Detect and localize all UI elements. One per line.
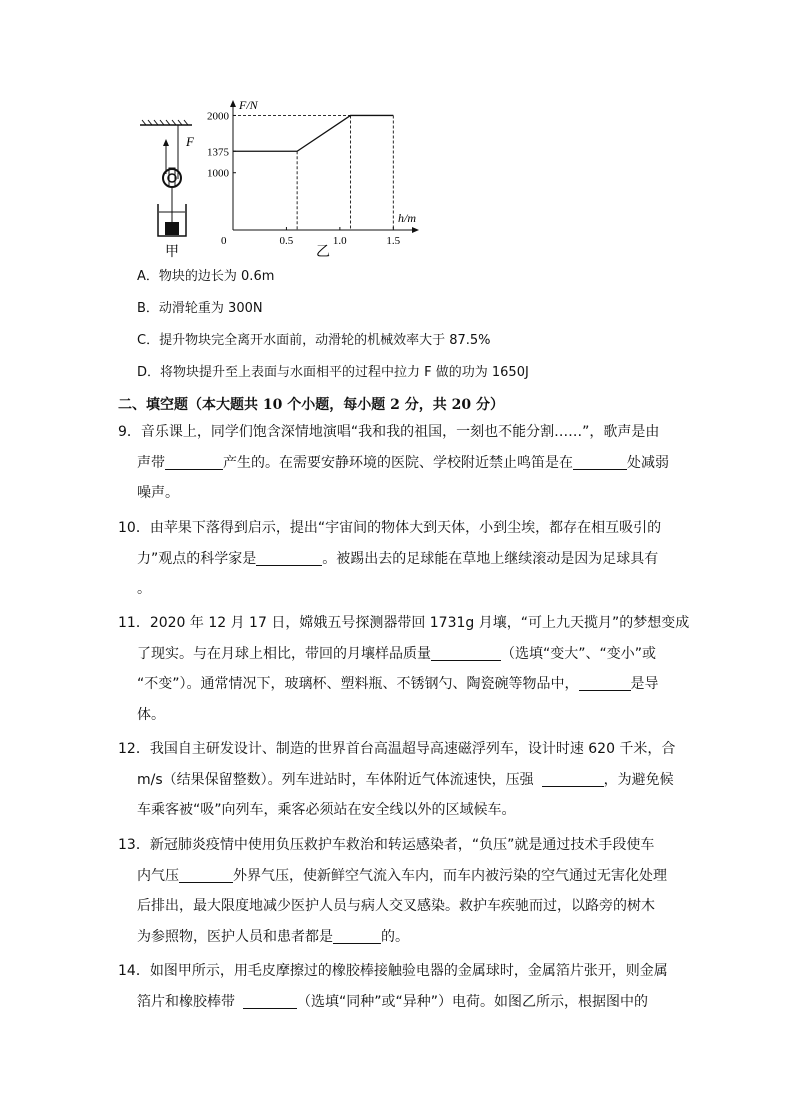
question-line: “不变”）。通常情况下，玻璃杯、塑料瓶、不锈钢勺、陶瓷碗等物品中， 是导 — [137, 676, 659, 692]
question-line: 14．如图甲所示，用毛皮摩擦过的橡胶棒接触验电器的金属球时，金属箔片张开，则金属 — [118, 963, 668, 979]
question-line: 13．新冠肺炎疫情中使用负压救护车救治和转运感染者，“负压”就是通过技术手段使车 — [118, 837, 655, 853]
question-13 — [118, 830, 678, 952]
question-10 — [118, 513, 678, 605]
answer-blank[interactable] — [165, 454, 223, 470]
question-line: 9．音乐课上，同学们饱含深情地演唱“我和我的祖国，一刻也不能分割……”，歌声是由 — [118, 424, 660, 440]
option-c — [137, 332, 491, 350]
question-12 — [118, 734, 678, 826]
option-d — [137, 364, 529, 382]
answer-blank[interactable] — [579, 675, 631, 691]
question-11 — [118, 608, 690, 730]
option-label: D． — [137, 365, 161, 380]
x-tick-label: 0 — [221, 235, 227, 247]
option-label: B． — [137, 301, 159, 316]
figure-svg — [140, 94, 440, 264]
option-a — [137, 268, 274, 286]
left-caption: 甲 — [165, 245, 179, 260]
force-height-graph — [207, 98, 419, 247]
question-9 — [118, 417, 678, 509]
question-line: 噪声。 — [137, 485, 179, 501]
answer-blank[interactable] — [333, 928, 381, 944]
force-label: F — [186, 134, 194, 149]
question-line: 为参照物，医护人员和患者都是 的。 — [137, 928, 409, 945]
right-caption: 乙 — [316, 245, 330, 260]
question-line: 箔片和橡胶棒带 （选填“同种”或“异种”）电荷。如图乙所示，根据图中的 — [137, 993, 649, 1010]
question-line: 了现实。与在月球上相比，带回的月壤样品质量 （选填“变大”、“变小”或 — [137, 645, 657, 662]
option-text: 动滑轮重为 300N — [158, 301, 263, 316]
answer-blank[interactable] — [542, 771, 604, 787]
y-tick-label: 2000 — [207, 110, 229, 123]
question-line: m/s（结果保留整数）。列车进站时，车体附近气体流速快，压强 ，为避免候 — [137, 771, 674, 788]
answer-blank[interactable] — [256, 550, 322, 566]
section-title: 二、填空题（本大题共 10 个小题，每小题 2 分，共 20 分） — [118, 397, 504, 413]
question-line: 内气压 外界气压，使新鲜空气流入车内，而车内被污染的空气通过无害化处理 — [137, 867, 667, 884]
x-tick-label: 0.5 — [279, 235, 294, 247]
question-line: 后排出，最大限度地减少医护人员与病人交叉感染。救护车疾驰而过，以路旁的树木 — [137, 898, 655, 914]
answer-blank[interactable] — [243, 993, 297, 1009]
figure-area — [140, 94, 440, 264]
option-text: 将物块提升至上表面与水面相平的过程中拉力 F 做的功为 1650J — [160, 365, 529, 380]
question-line: 车乘客被“吸”向列车，乘客必须站在安全线以外的区域候车。 — [137, 802, 516, 818]
question-line: 11．2020 年 12 月 17 日，嫦娥五号探测器带回 1731g 月壤，“可上九天揽月”的梦想变成 — [118, 615, 690, 631]
option-text: 物块的边长为 0.6m — [158, 269, 275, 284]
x-tick-label: 1.5 — [386, 235, 401, 247]
question-line: 10．由苹果下落得到启示，提出“宇宙间的物体大到天体，小到尘埃，都存在相互吸引的 — [118, 520, 662, 536]
answer-blank[interactable] — [573, 454, 627, 470]
option-label: A． — [137, 269, 159, 284]
option-label: C． — [137, 333, 160, 348]
question-line: 体。 — [137, 706, 165, 723]
question-line: 力”观点的科学家是 。被踢出去的足球能在草地上继续滚动是因为足球具有 — [137, 550, 659, 567]
answer-blank[interactable] — [431, 645, 501, 661]
y-tick-label: 1375 — [207, 146, 229, 159]
x-tick-label: 1.0 — [332, 235, 347, 247]
question-14 — [118, 956, 678, 1017]
pulley-diagram — [140, 120, 192, 236]
question-line: 12．我国自主研发设计、制造的世界首台高温超导高速磁浮列车，设计时速 620 千米，合 — [118, 741, 676, 757]
series-line-F — [233, 115, 393, 151]
y-tick-label: 1000 — [207, 167, 229, 180]
option-text: 提升物块完全离开水面前，动滑轮的机械效率大于 87.5% — [159, 333, 491, 348]
question-line: 。 — [137, 581, 151, 597]
option-b — [137, 300, 263, 318]
answer-blank[interactable] — [179, 867, 233, 883]
question-line: 声带 产生的。在需要安静环境的医院、学校附近禁止鸣笛是在 处减弱 — [137, 454, 669, 471]
x-axis-label: h/m — [398, 211, 416, 225]
y-axis-label: F/N — [239, 98, 258, 112]
